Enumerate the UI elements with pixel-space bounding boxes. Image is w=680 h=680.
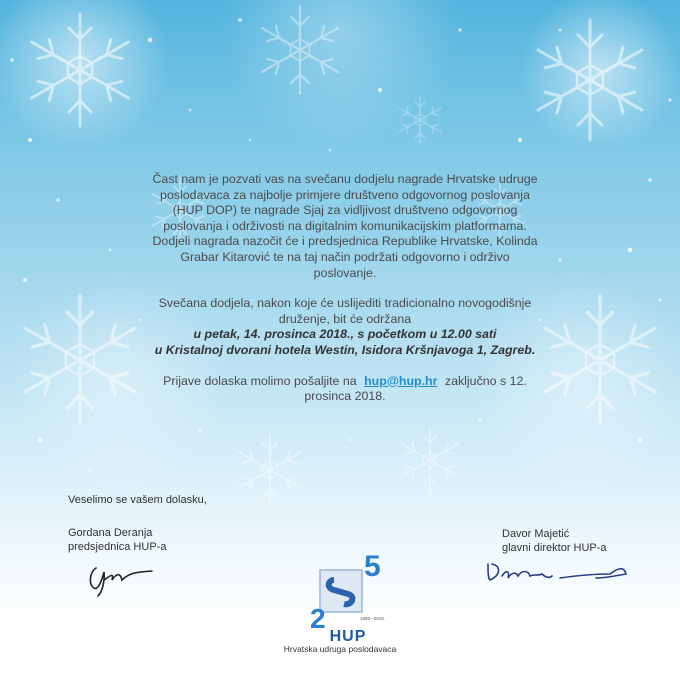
- signatory-left-title: predsjednica HUP-a: [68, 541, 167, 553]
- invitation-paragraph-1: Čast nam je pozvati vas na svečanu dodjelu nagrade Hrvatske udruge poslodavaca za najbolje primjere društveno odgovornog poslovanja (HUP DOP) te nagrade Sjaj za vidljivost društveno odgovornog poslovanja i održivosti na digitalnim komunikacijskim platformama. Dodjeli nagrada nazočit će i predsjednica Republike Hrvatske, Kolinda Grabar Kitarović te na taj način podržati odgovorno i održivo poslovanje.: [152, 172, 538, 280]
- signatory-left-name: Gordana Deranja: [68, 527, 153, 539]
- signatory-left: [68, 526, 166, 554]
- logo-full-name: Hrvatska udruga poslodavaca: [283, 644, 397, 654]
- rsvp-prefix: Prijave dolaska molimo pošaljite na: [163, 373, 357, 388]
- signatory-right: [502, 527, 607, 555]
- invitation-paragraph-2: Svečana dodjela, nakon koje će uslijediti tradicionalno novogodišnje druženje, bit će održana: [158, 296, 532, 326]
- logo-acronym: HUP: [329, 628, 367, 645]
- event-venue: u Kristalnoj dvorani hotela Westin, Isidora Kršnjavoga 1, Zagreb.: [154, 342, 536, 357]
- signatory-right-title: glavni direktor HUP-a: [502, 542, 607, 554]
- logo-anniversary-two: 2: [310, 603, 326, 634]
- logo-anniversary-five: 5: [364, 550, 381, 583]
- event-date: u petak, 14. prosinca 2018., s početkom u 12.00 sati: [193, 327, 497, 342]
- signature-left: [82, 558, 162, 598]
- rsvp-email-link[interactable]: hup@hup.hr: [364, 373, 438, 388]
- logo-years: 1993.–2018.: [360, 616, 386, 621]
- invitation-body: [150, 172, 540, 405]
- closing-welcome: Veselimo se vašem dolasku,: [68, 494, 207, 506]
- rsvp-line: [150, 374, 540, 405]
- signature-right: [484, 556, 630, 586]
- signatory-right-name: Davor Majetić: [502, 528, 570, 540]
- rsvp-suffix: zaključno s 12. prosinca 2018.: [304, 373, 527, 404]
